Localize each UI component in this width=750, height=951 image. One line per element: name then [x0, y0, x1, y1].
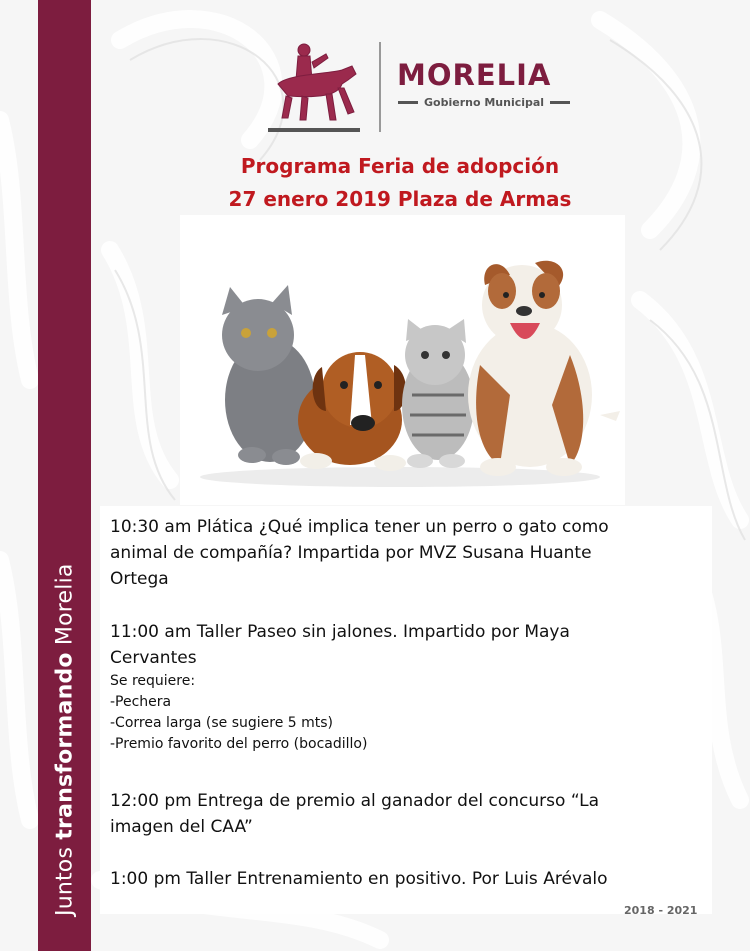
item2-requirement-1: -Pechera — [110, 694, 172, 710]
item2-line1: 11:00 am Taller Paseo sin jalones. Impartido por Maya — [110, 622, 570, 642]
slogan-transformando: transformando — [52, 652, 78, 840]
brand-subtitle — [398, 96, 568, 109]
item2-requirement-3: -Premio favorito del perro (bocadillo) — [110, 736, 368, 752]
event-title — [150, 150, 650, 216]
slogan-morelia: Morelia — [52, 563, 78, 653]
item2-line2: Cervantes — [110, 648, 197, 668]
logo-divider — [379, 42, 381, 132]
subtitle-bar-right — [550, 101, 570, 104]
item2-requirements-title: Se requiere: — [110, 673, 196, 689]
brand-name: MORELIA — [397, 58, 552, 92]
slogan-juntos: Juntos — [52, 839, 78, 916]
administration-years: 2018 - 2021 — [624, 904, 698, 917]
horse-rider-statue-icon — [268, 40, 363, 135]
event-title-line2: 27 enero 2019 Plaza de Armas — [228, 187, 572, 211]
item2-requirement-2: -Correa larga (se sugiere 5 mts) — [110, 715, 334, 731]
program-panel — [100, 506, 712, 914]
item3-line2: imagen del CAA” — [110, 817, 253, 837]
sidebar-slogan — [53, 563, 78, 916]
pets-photo — [180, 215, 625, 505]
item1-line2: animal de compañía? Impartida por MVZ Susana Huante — [110, 543, 592, 563]
item4-line1: 1:00 pm Taller Entrenamiento en positivo. Por Luis Arévalo — [110, 869, 608, 889]
item1-line1: 10:30 am Plática ¿Qué implica tener un perro o gato como — [110, 517, 609, 537]
item3-line1: 12:00 pm Entrega de premio al ganador del concurso “La — [110, 791, 599, 811]
brand-subtitle-text: Gobierno Municipal — [424, 96, 545, 109]
item1-line3: Ortega — [110, 569, 169, 589]
event-title-line1: Programa Feria de adopción — [240, 154, 560, 178]
subtitle-bar-left — [398, 101, 418, 104]
